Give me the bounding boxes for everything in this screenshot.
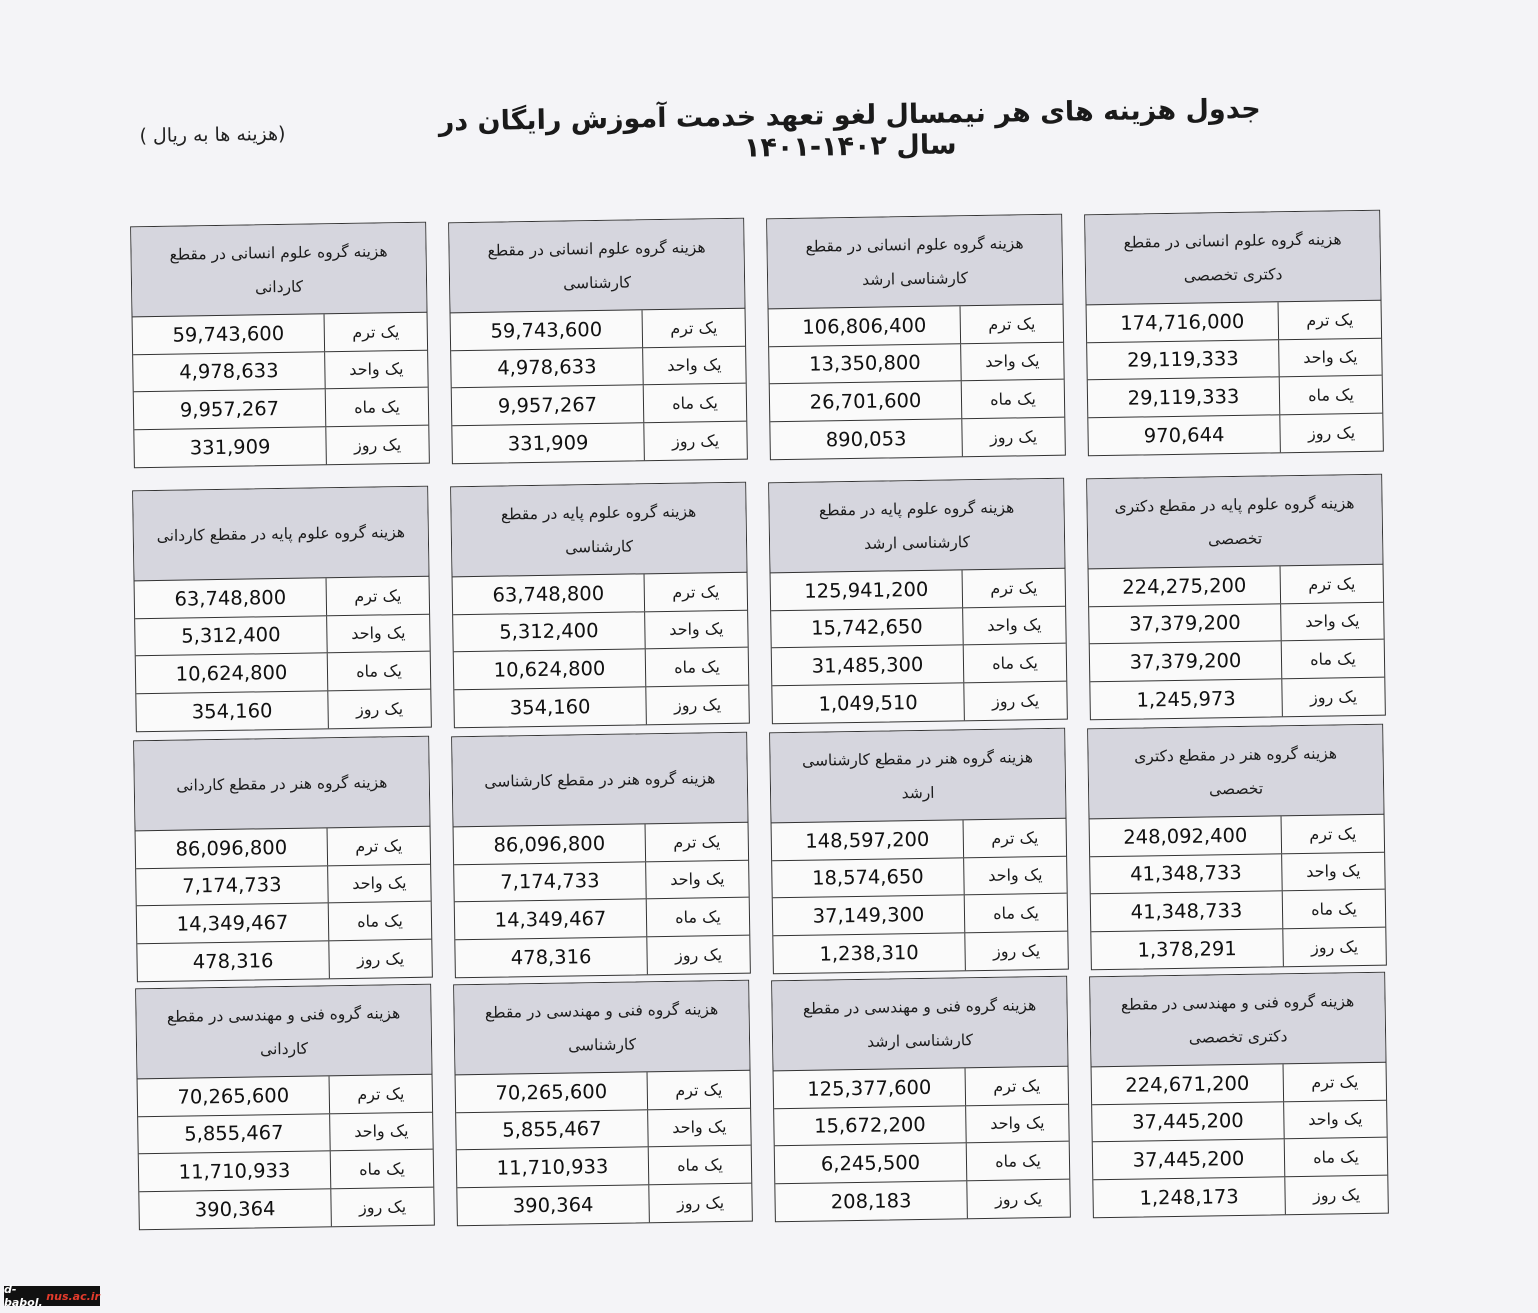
- table-row: [1089, 640, 1384, 682]
- cost-value-month: 10,624,800: [453, 649, 646, 689]
- table-header: هزینه گروه هنر در مقطع کاردانی: [134, 737, 429, 832]
- table-row: [1092, 1138, 1387, 1180]
- cost-value-month: 26,701,600: [770, 381, 963, 421]
- period-label-month: یک ماه: [1307, 384, 1354, 405]
- cost-table: [448, 218, 748, 465]
- cost-value-unit: 5,312,400: [135, 616, 328, 656]
- cost-value-month: 11,710,933: [456, 1147, 649, 1187]
- period-label-term: یک ترم: [674, 1079, 722, 1100]
- table-row: [452, 384, 747, 426]
- cost-value-month: 14,349,467: [137, 903, 330, 943]
- period-label-unit: یک واحد: [350, 623, 406, 644]
- period-label-unit: یک واحد: [668, 619, 724, 640]
- period-label-month: یک ماه: [989, 388, 1036, 409]
- period-label-day: یک روز: [994, 1188, 1042, 1209]
- table-row: [769, 342, 1064, 384]
- table-row: [456, 1108, 751, 1150]
- period-label-term: یک ترم: [673, 831, 721, 852]
- cost-value-day: 390,364: [139, 1189, 332, 1230]
- cost-table: [769, 728, 1069, 975]
- cost-table: [132, 486, 432, 733]
- period-label-term: یک ترم: [671, 581, 719, 602]
- table-header: هزینه گروه علوم پایه در مقطع کاردانی: [133, 487, 428, 582]
- cost-table: [450, 482, 750, 729]
- cost-value-month: 31,485,300: [771, 645, 964, 685]
- table-header: هزینه گروه هنر در مقطع کارشناسی: [452, 733, 747, 828]
- period-label-month: یک ماه: [676, 1154, 723, 1175]
- table-row: [138, 1112, 433, 1154]
- cost-value-month: 41,348,733: [1091, 891, 1284, 931]
- cost-value-unit: 4,978,633: [451, 348, 644, 388]
- period-label-term: یک ترم: [670, 317, 718, 338]
- period-label-day: یک روز: [355, 698, 403, 719]
- table-row: [1087, 301, 1382, 343]
- table-row: [455, 898, 750, 940]
- table-row: [770, 417, 1065, 459]
- cost-table: [135, 984, 435, 1231]
- cost-table: [771, 976, 1071, 1223]
- table-header: هزینه گروه فنی و مهندسی در مقطع دکتری تخصصی: [1090, 973, 1385, 1068]
- table-header: هزینه گروه هنر در مقطع کارشناسی ارشد: [770, 729, 1065, 824]
- period-label-term: یک ترم: [353, 585, 401, 606]
- cost-value-term: 63,748,800: [134, 578, 327, 618]
- cost-value-term: 148,597,200: [772, 820, 965, 860]
- cost-value-unit: 7,174,733: [136, 866, 329, 906]
- cost-table: [133, 736, 433, 983]
- cost-value-month: 29,119,333: [1088, 377, 1281, 417]
- cost-value-month: 37,445,200: [1092, 1139, 1285, 1179]
- table-row: [771, 644, 1066, 686]
- period-label-day: یک روز: [673, 694, 721, 715]
- period-label-month: یک ماه: [673, 656, 720, 677]
- cost-value-term: 59,743,600: [133, 314, 326, 354]
- table-row: [453, 648, 748, 690]
- period-label-unit: یک واحد: [985, 351, 1040, 372]
- watermark-main: d-babol.: [4, 1283, 43, 1309]
- period-label-month: یک ماه: [1312, 1146, 1359, 1167]
- table-row: [134, 425, 429, 467]
- cost-table: [453, 980, 753, 1227]
- period-label-unit: یک واحد: [988, 865, 1043, 886]
- table-row: [453, 610, 748, 652]
- period-label-unit: یک واحد: [986, 615, 1042, 636]
- table-row: [452, 573, 747, 615]
- table-header: هزینه گروه علوم پایه در مقطع کارشناسی: [451, 483, 746, 578]
- table-row: [1088, 413, 1383, 455]
- table-row: [771, 606, 1066, 648]
- table-row: [134, 577, 429, 619]
- cost-table: [130, 222, 430, 469]
- cost-value-term: 86,096,800: [136, 828, 329, 868]
- period-label-day: یک روز: [1309, 686, 1357, 707]
- table-header: هزینه گروه علوم انسانی در مقطع کاردانی: [131, 223, 426, 318]
- table-row: [133, 350, 428, 392]
- cost-value-unit: 29,119,333: [1087, 340, 1280, 380]
- period-label-unit: یک واحد: [1303, 347, 1358, 368]
- table-row: [770, 569, 1065, 611]
- cost-value-day: 331,909: [452, 423, 645, 464]
- table-header: هزینه گروه علوم انسانی در مقطع کارشناسی ارشد: [767, 215, 1062, 310]
- table-row: [773, 931, 1068, 973]
- period-label-month: یک ماه: [1309, 648, 1356, 669]
- table-row: [1091, 890, 1386, 932]
- table-header: هزینه گروه فنی و مهندسی در مقطع کاردانی: [136, 985, 431, 1080]
- period-label-month: یک ماه: [355, 660, 402, 681]
- period-label-month: یک ماه: [356, 910, 403, 931]
- period-label-day: یک روز: [356, 948, 405, 969]
- period-label-day: یک روز: [1307, 422, 1356, 443]
- table-row: [1090, 852, 1385, 894]
- table-row: [1091, 1063, 1386, 1105]
- cost-value-unit: 18,574,650: [772, 858, 965, 898]
- table-row: [1088, 565, 1383, 607]
- period-label-term: یک ترم: [352, 321, 400, 342]
- cost-value-term: 70,265,600: [137, 1076, 330, 1116]
- cost-table: [1086, 474, 1386, 721]
- currency-note: (هزینه ها به ریال ): [139, 122, 286, 148]
- table-row: [1090, 677, 1385, 719]
- cost-value-day: 478,316: [455, 937, 648, 978]
- cost-value-day: 970,644: [1088, 415, 1281, 456]
- table-row: [135, 652, 430, 694]
- table-row: [136, 864, 431, 906]
- cost-value-term: 106,806,400: [769, 306, 962, 346]
- period-label-term: یک ترم: [355, 835, 403, 856]
- period-label-day: یک روز: [1312, 1184, 1360, 1205]
- table-row: [454, 685, 749, 727]
- table-row: [773, 1067, 1068, 1109]
- period-label-term: یک ترم: [989, 577, 1037, 598]
- cost-value-unit: 5,855,467: [138, 1114, 331, 1154]
- period-label-day: یک روز: [1310, 936, 1359, 957]
- table-row: [1089, 602, 1384, 644]
- table-row: [775, 1179, 1070, 1221]
- page-title: جدول هزینه های هر نیمسال لغو تعهد خدمت آموزش رایگان در سال ۱۴۰۲-۱۴۰۱: [438, 93, 1262, 164]
- cost-value-month: 6,245,500: [774, 1143, 967, 1183]
- table-row: [454, 823, 749, 865]
- table-row: [137, 1075, 432, 1117]
- table-row: [134, 388, 429, 430]
- period-label-term: یک ترم: [356, 1083, 404, 1104]
- cost-value-month: 9,957,267: [452, 385, 645, 425]
- period-label-month: یک ماه: [994, 1150, 1041, 1171]
- table-row: [770, 380, 1065, 422]
- table-row: [139, 1187, 434, 1229]
- period-label-unit: یک واحد: [670, 869, 725, 890]
- period-label-day: یک روز: [992, 940, 1041, 961]
- cost-table: [1087, 724, 1387, 971]
- table-row: [1090, 815, 1385, 857]
- table-row: [1091, 927, 1386, 969]
- cost-value-day: 1,049,510: [772, 683, 965, 724]
- table-row: [1092, 1100, 1387, 1142]
- table-row: [133, 313, 428, 355]
- cost-value-unit: 7,174,733: [454, 862, 647, 902]
- table-header: هزینه گروه فنی و مهندسی در مقطع کارشناسی: [454, 981, 749, 1076]
- period-label-day: یک روز: [676, 1192, 724, 1213]
- cost-value-month: 10,624,800: [135, 653, 328, 693]
- cost-value-day: 208,183: [775, 1181, 968, 1222]
- cost-table: [1084, 210, 1384, 457]
- cost-value-term: 174,716,000: [1087, 302, 1280, 342]
- cost-value-day: 890,053: [770, 419, 963, 460]
- site-watermark: [4, 1283, 100, 1309]
- table-row: [1088, 376, 1383, 418]
- cost-value-unit: 15,672,200: [774, 1106, 967, 1146]
- period-label-unit: یک واحد: [1306, 861, 1361, 882]
- period-label-unit: یک واحد: [352, 873, 407, 894]
- table-header: هزینه گروه هنر در مقطع دکتری تخصصی: [1088, 725, 1383, 820]
- table-row: [456, 1146, 751, 1188]
- period-label-term: یک ترم: [1309, 823, 1357, 844]
- table-row: [451, 346, 746, 388]
- period-label-day: یک روز: [671, 430, 720, 451]
- period-label-term: یک ترم: [1310, 1071, 1358, 1092]
- period-label-term: یک ترم: [1307, 573, 1355, 594]
- period-label-term: یک ترم: [992, 1075, 1040, 1096]
- period-label-month: یک ماه: [992, 902, 1039, 923]
- cost-value-term: 59,743,600: [451, 310, 644, 350]
- cost-value-term: 63,748,800: [452, 574, 645, 614]
- table-row: [455, 1071, 750, 1113]
- period-label-unit: یک واحد: [1307, 1109, 1363, 1130]
- table-row: [772, 856, 1067, 898]
- cost-value-term: 125,377,600: [773, 1068, 966, 1108]
- period-label-unit: یک واحد: [667, 355, 722, 376]
- cost-value-day: 331,909: [134, 427, 327, 468]
- table-header: هزینه گروه علوم انسانی در مقطع کارشناسی: [449, 219, 744, 314]
- cost-value-month: 14,349,467: [455, 899, 648, 939]
- table-row: [769, 305, 1064, 347]
- cost-value-unit: 37,379,200: [1089, 604, 1282, 644]
- table-row: [772, 819, 1067, 861]
- period-label-term: یک ترم: [991, 827, 1039, 848]
- period-label-month: یک ماه: [353, 396, 400, 417]
- period-label-unit: یک واحد: [1304, 611, 1360, 632]
- period-label-month: یک ماه: [671, 392, 718, 413]
- cost-value-unit: 5,312,400: [453, 612, 646, 652]
- table-row: [137, 939, 432, 981]
- period-label-unit: یک واحد: [671, 1117, 727, 1138]
- period-label-month: یک ماه: [1310, 898, 1357, 919]
- cost-value-term: 248,092,400: [1090, 816, 1283, 856]
- table-header: هزینه گروه علوم پایه در مقطع کارشناسی ارشد: [769, 479, 1064, 574]
- table-row: [1093, 1175, 1388, 1217]
- table-row: [135, 614, 430, 656]
- table-row: [454, 860, 749, 902]
- period-label-unit: یک واحد: [349, 359, 404, 380]
- table-header: هزینه گروه فنی و مهندسی در مقطع کارشناسی ارشد: [772, 977, 1067, 1072]
- cost-value-term: 70,265,600: [455, 1072, 648, 1112]
- cost-value-unit: 4,978,633: [133, 352, 326, 392]
- cost-value-day: 1,238,310: [773, 933, 966, 974]
- cost-value-month: 37,149,300: [773, 895, 966, 935]
- cost-value-term: 86,096,800: [454, 824, 647, 864]
- cost-value-term: 125,941,200: [770, 570, 963, 610]
- cost-value-month: 37,379,200: [1089, 641, 1282, 681]
- period-label-day: یک روز: [991, 690, 1039, 711]
- table-row: [455, 935, 750, 977]
- cost-value-unit: 37,445,200: [1092, 1102, 1285, 1142]
- cost-value-month: 9,957,267: [134, 389, 327, 429]
- cost-value-month: 11,710,933: [138, 1151, 331, 1191]
- period-label-term: یک ترم: [1306, 309, 1354, 330]
- period-label-month: یک ماه: [674, 906, 721, 927]
- table-row: [137, 902, 432, 944]
- cost-value-unit: 13,350,800: [769, 344, 962, 384]
- cost-value-term: 224,275,200: [1088, 566, 1281, 606]
- period-label-month: یک ماه: [358, 1158, 405, 1179]
- period-label-term: یک ترم: [988, 313, 1036, 334]
- cost-value-day: 478,316: [137, 941, 330, 982]
- table-row: [772, 681, 1067, 723]
- cost-table: [766, 214, 1066, 461]
- table-row: [136, 689, 431, 731]
- table-row: [774, 1104, 1069, 1146]
- cost-table: [451, 732, 751, 979]
- table-row: [773, 894, 1068, 936]
- cost-value-term: 224,671,200: [1091, 1064, 1284, 1104]
- period-label-day: یک روز: [358, 1196, 406, 1217]
- table-header: هزینه گروه علوم انسانی در مقطع دکتری تخصصی: [1085, 211, 1380, 306]
- table-row: [136, 827, 431, 869]
- table-row: [138, 1150, 433, 1192]
- table-row: [1087, 338, 1382, 380]
- period-label-month: یک ماه: [991, 652, 1038, 673]
- period-label-day: یک روز: [353, 434, 402, 455]
- cost-value-unit: 41,348,733: [1090, 854, 1283, 894]
- cost-value-day: 1,245,973: [1090, 679, 1283, 720]
- cost-value-day: 1,378,291: [1091, 929, 1284, 970]
- period-label-unit: یک واحد: [989, 1113, 1045, 1134]
- cost-value-day: 354,160: [454, 687, 647, 728]
- period-label-day: یک روز: [674, 944, 723, 965]
- cost-table: [768, 478, 1068, 725]
- cost-value-day: 354,160: [136, 691, 329, 732]
- cost-value-unit: 5,855,467: [456, 1110, 649, 1150]
- watermark-accent: nus.ac.ir: [46, 1289, 100, 1303]
- cost-table: [1089, 972, 1389, 1219]
- table-row: [452, 421, 747, 463]
- table-row: [451, 309, 746, 351]
- cost-value-day: 1,248,173: [1093, 1177, 1286, 1218]
- table-row: [457, 1183, 752, 1225]
- table-row: [774, 1142, 1069, 1184]
- period-label-unit: یک واحد: [353, 1121, 409, 1142]
- cost-value-unit: 15,742,650: [771, 608, 964, 648]
- period-label-day: یک روز: [989, 426, 1038, 447]
- cost-value-day: 390,364: [457, 1185, 650, 1226]
- table-header: هزینه گروه علوم پایه در مقطع دکتری تخصصی: [1087, 475, 1382, 570]
